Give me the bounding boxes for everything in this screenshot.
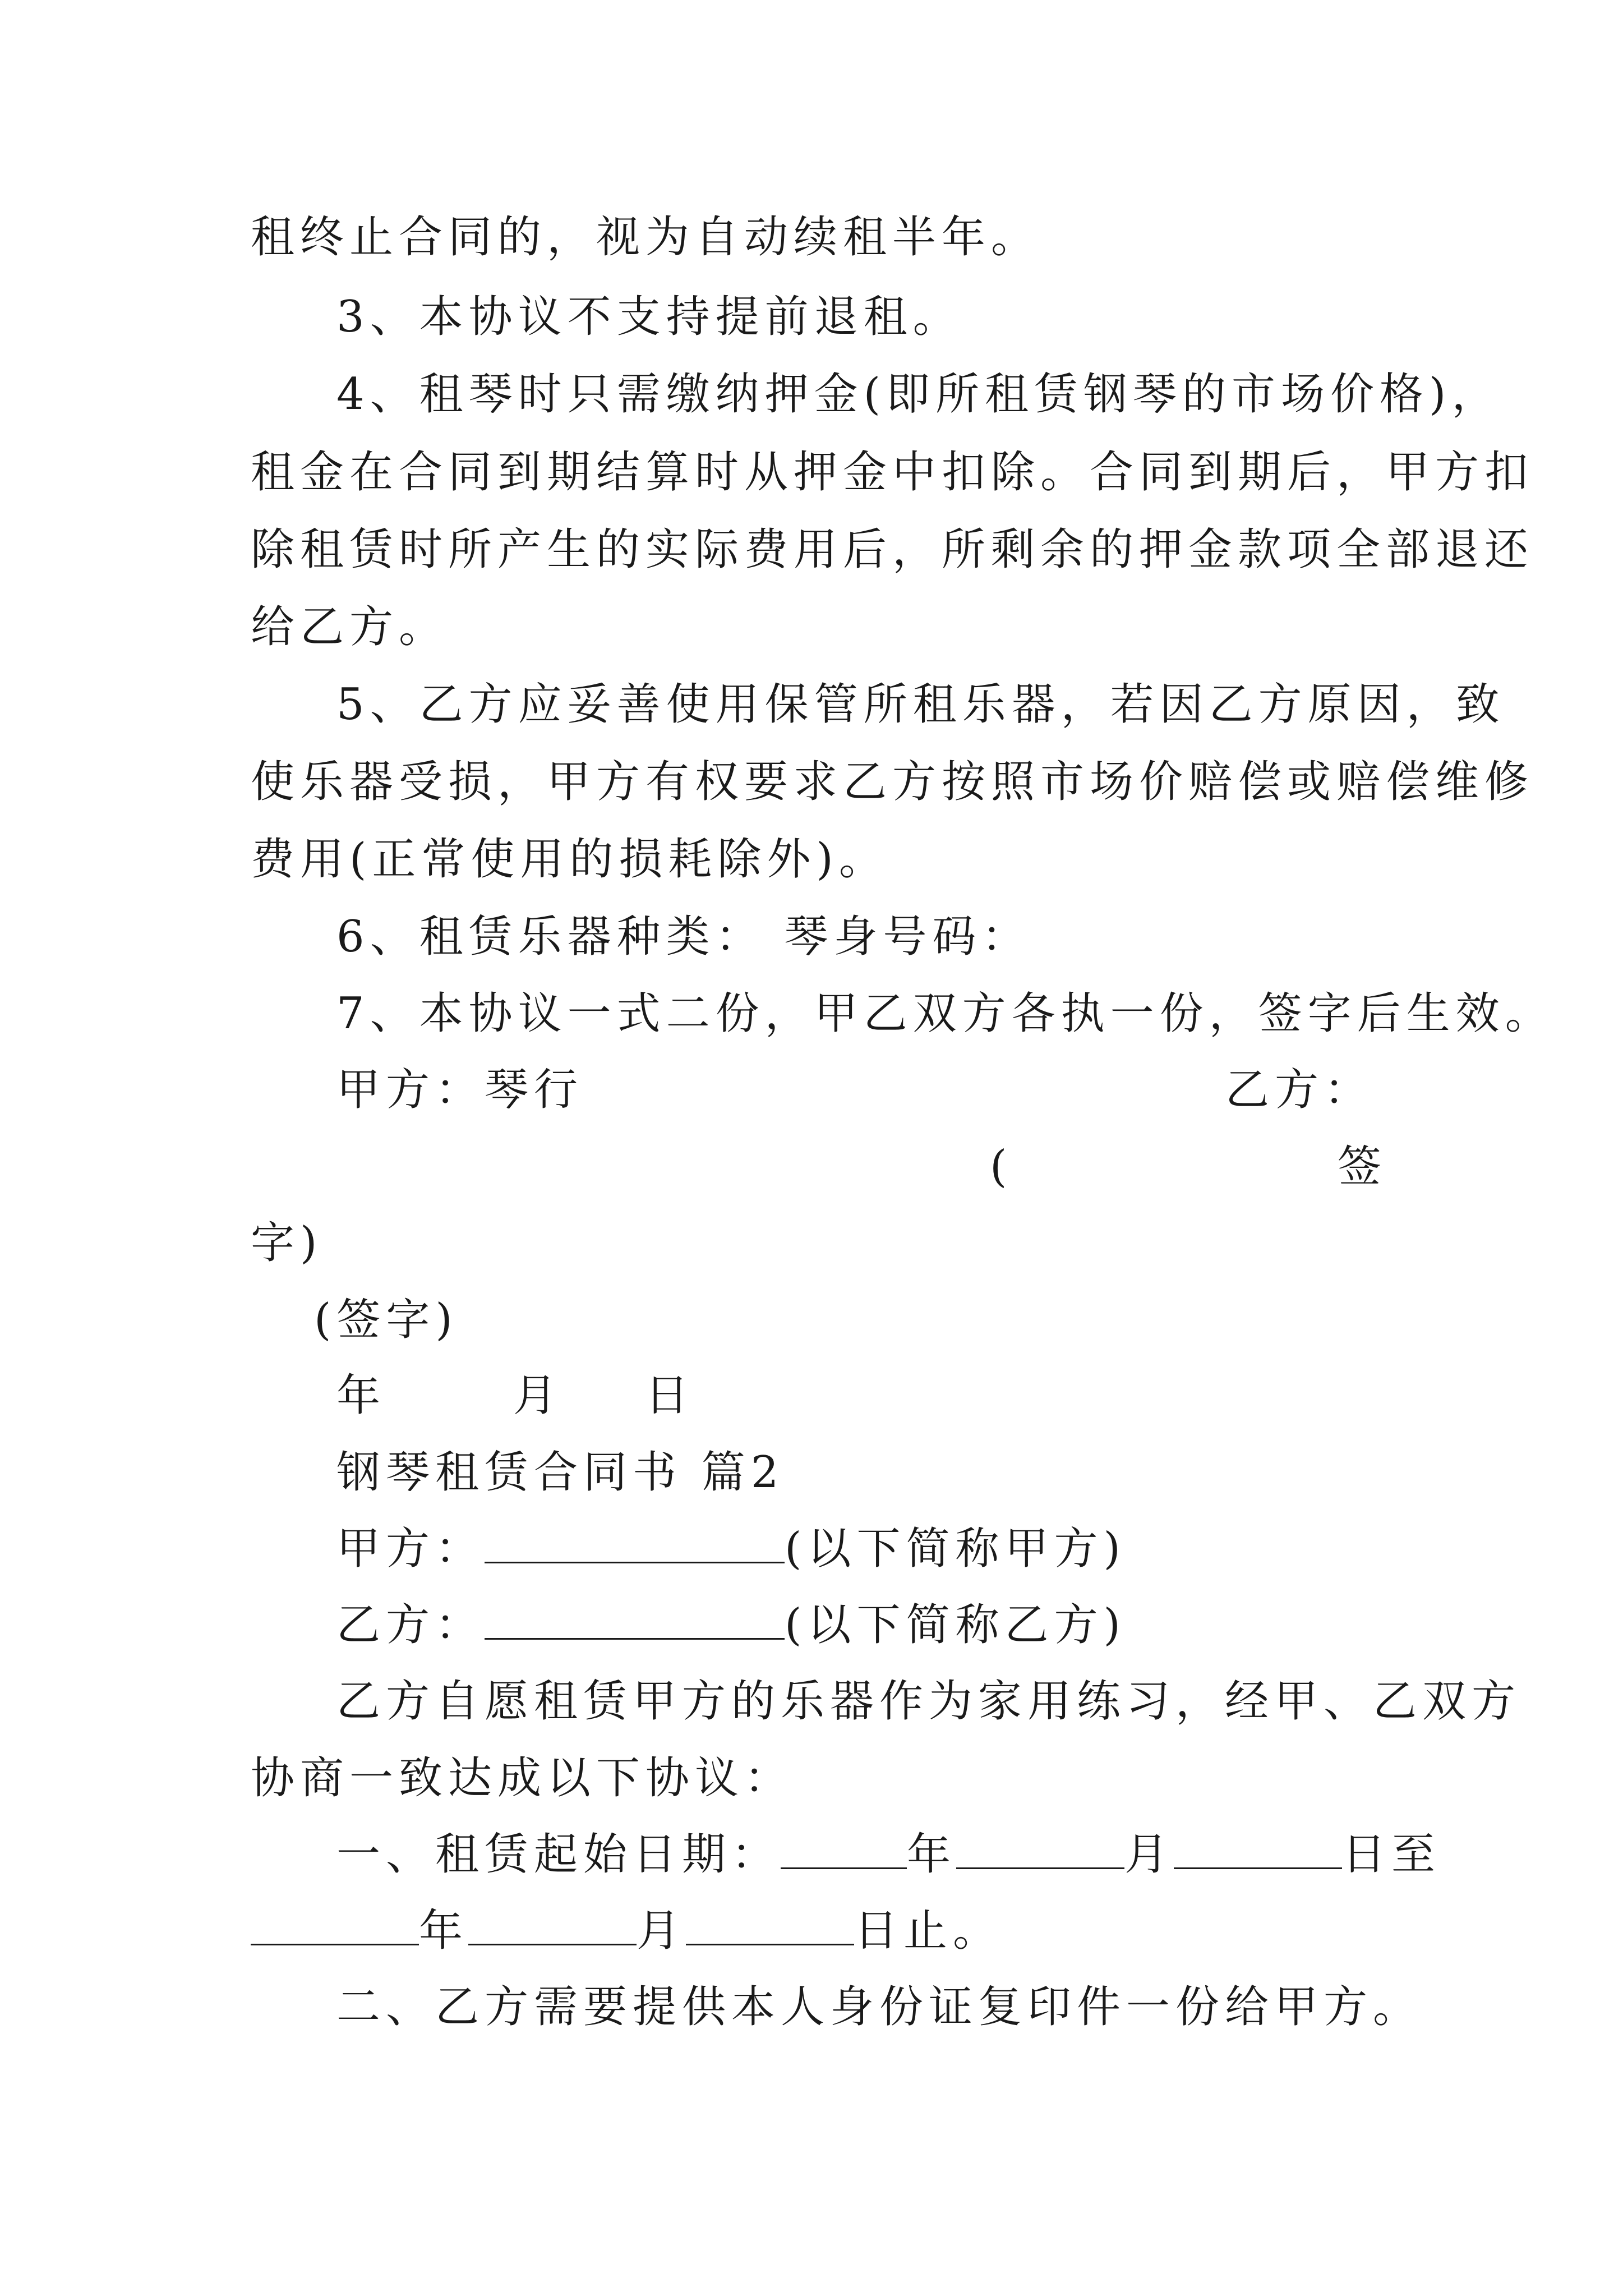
clause-5: 5、乙方应妥善使用保管所租乐器，若因乙方原因，致 bbox=[336, 679, 1505, 730]
intro-line-1: 乙方自愿租赁甲方的乐器作为家用练习，经甲、乙双方 bbox=[336, 1676, 1521, 1727]
clause-3: 3、本协议不支持提前退租。 bbox=[336, 292, 962, 342]
sign-open-paren: ( bbox=[990, 1142, 1013, 1192]
end-day-blank bbox=[686, 1906, 854, 1945]
date-month: 月 bbox=[513, 1370, 563, 1421]
party-b2-line bbox=[336, 1597, 1126, 1653]
clause-1b-end: 日止。 bbox=[854, 1906, 1003, 1956]
clause-1b-month: 月 bbox=[637, 1906, 686, 1956]
end-month-blank bbox=[468, 1906, 637, 1945]
paragraph-line: 除租赁时所产生的实际费用后，所剩余的押金款项全部退还 bbox=[251, 524, 1534, 575]
clause-4: 4、租琴时只需缴纳押金(即所租赁钢琴的市场价格)， bbox=[336, 369, 1501, 420]
start-day-blank bbox=[1174, 1829, 1342, 1869]
paragraph-line: 租终止合同的，视为自动续租半年。 bbox=[251, 212, 1041, 263]
date-day: 日 bbox=[645, 1370, 695, 1421]
clause-1-line-2 bbox=[251, 1903, 1002, 1959]
clause-7: 7、本协议一式二份，甲乙双方各执一份，签字后生效。 bbox=[336, 988, 1555, 1039]
party-b2-label: 乙方： bbox=[336, 1600, 485, 1650]
date-year: 年 bbox=[336, 1370, 386, 1421]
paragraph-line: 租金在合同到期结算时从押金中扣除。合同到期后，甲方扣 bbox=[251, 447, 1534, 498]
party-a-sign: (签字) bbox=[314, 1295, 458, 1345]
party-b2-blank bbox=[485, 1600, 785, 1640]
clause-1-year: 年 bbox=[907, 1829, 957, 1880]
paragraph-line: 使乐器受损，甲方有权要求乙方按照市场价赔偿或赔偿维修 bbox=[251, 757, 1534, 807]
party-b2-suffix: (以下简称乙方) bbox=[785, 1600, 1126, 1650]
party-a-signature-label: 甲方：琴行 bbox=[336, 1065, 584, 1115]
intro-line-2: 协商一致达成以下协议： bbox=[251, 1753, 794, 1803]
clause-6: 6、租赁乐器种类： 琴身号码： bbox=[336, 912, 1031, 962]
start-year-blank bbox=[781, 1829, 907, 1869]
party-a2-suffix: (以下简称甲方) bbox=[785, 1524, 1126, 1574]
clause-1-month: 月 bbox=[1124, 1829, 1174, 1880]
clause-1-line-1 bbox=[336, 1826, 1441, 1883]
clause-1-prefix: 一、租赁起始日期： bbox=[336, 1829, 781, 1880]
party-a2-label: 甲方： bbox=[336, 1524, 485, 1574]
party-a2-line bbox=[336, 1521, 1126, 1577]
party-a2-blank bbox=[485, 1524, 785, 1563]
clause-1b-year: 年 bbox=[419, 1906, 469, 1956]
start-month-blank bbox=[956, 1829, 1124, 1869]
section-2-title: 钢琴租赁合同书 篇2 bbox=[336, 1447, 785, 1498]
sign-char: 签 bbox=[1338, 1142, 1387, 1192]
paragraph-line: 给乙方。 bbox=[251, 602, 449, 652]
party-b-signature-label: 乙方： bbox=[1225, 1065, 1374, 1115]
paragraph-line: 费用(正常使用的损耗除外)。 bbox=[251, 834, 888, 885]
clause-2: 二、乙方需要提供本人身份证复印件一份给甲方。 bbox=[336, 1982, 1423, 2032]
clause-1-day-to: 日至 bbox=[1342, 1829, 1441, 1880]
end-year-blank bbox=[251, 1906, 419, 1945]
sign-close: 字) bbox=[251, 1218, 323, 1268]
